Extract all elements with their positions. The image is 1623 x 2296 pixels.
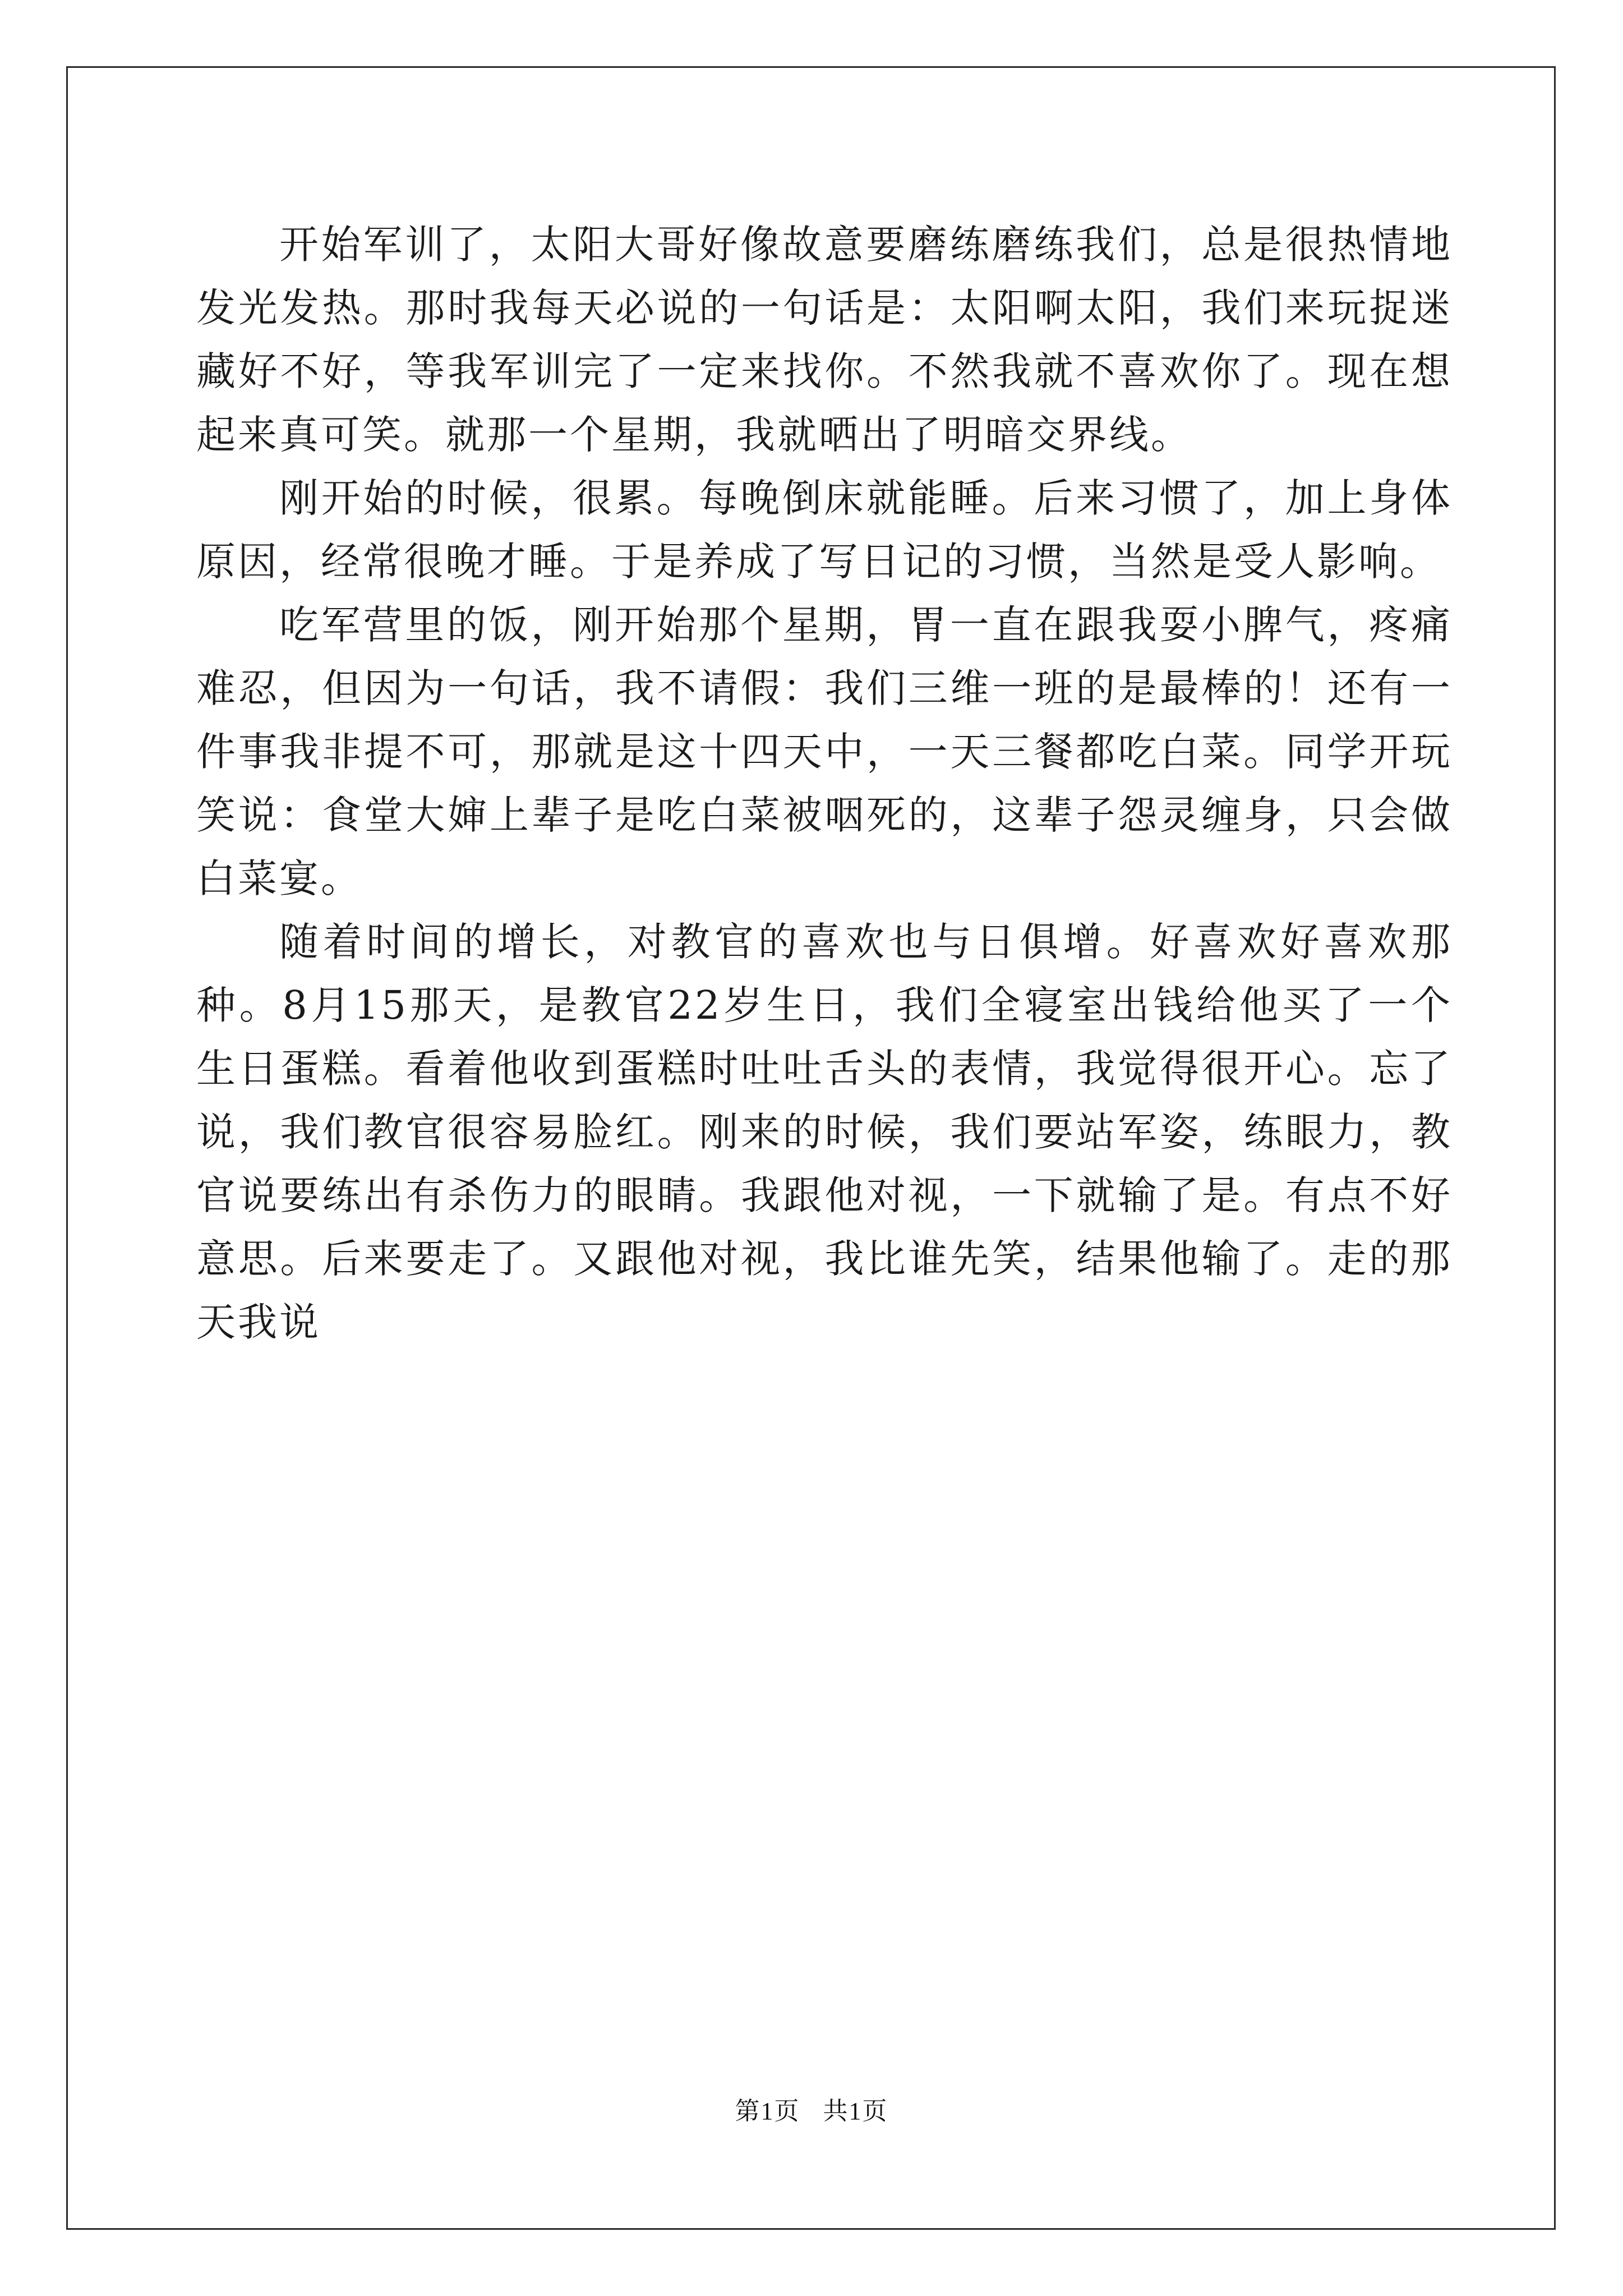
paragraph-3: 吃军营里的饭，刚开始那个星期，胃一直在跟我耍小脾气，疼痛难忍，但因为一句话，我不请假：我们三维一班的是最棒的！还有一件事我非提不可，那就是这十四天中，一天三餐都吃白菜。同学开玩笑说：食堂大婶上辈子是吃白菜被咽死的，这辈子怨灵缠身，只会做白菜宴。 — [196, 602, 1453, 901]
paragraph-1: 开始军训了，太阳大哥好像故意要磨练磨练我们，总是很热情地发光发热。那时我每天必说的一句话是：太阳啊太阳，我们来玩捉迷藏好不好，等我军训完了一定来找你。不然我就不喜欢你了。现在想起来真可笑。就那一个星期，我就晒出了明暗交界线。 — [196, 222, 1453, 458]
page-count: 共1页 — [823, 2097, 888, 2125]
page-footer — [0, 2091, 1623, 2127]
paragraph-4: 随着时间的增长，对教官的喜欢也与日俱增。好喜欢好喜欢那种。8月15那天，是教官22岁生日，我们全寝室出钱给他买了一个生日蛋糕。看着他收到蛋糕时吐吐舌头的表情，我觉得很开心。忘了说，我们教官很容易脸红。刚来的时候，我们要站军姿，练眼力，教官说要练出有杀伤力的眼睛。我跟他对视，一下就输了是。有点不好意思。后来要走了。又跟他对视，我比谁先笑，结果他输了。走的那天我说 — [196, 919, 1453, 1345]
page-number: 第1页 — [735, 2097, 800, 2125]
document-body — [196, 213, 1453, 1354]
paragraph-2: 刚开始的时候，很累。每晚倒床就能睡。后来习惯了，加上身体原因，经常很晚才睡。于是养成了写日记的习惯，当然是受人影响。 — [196, 475, 1453, 585]
